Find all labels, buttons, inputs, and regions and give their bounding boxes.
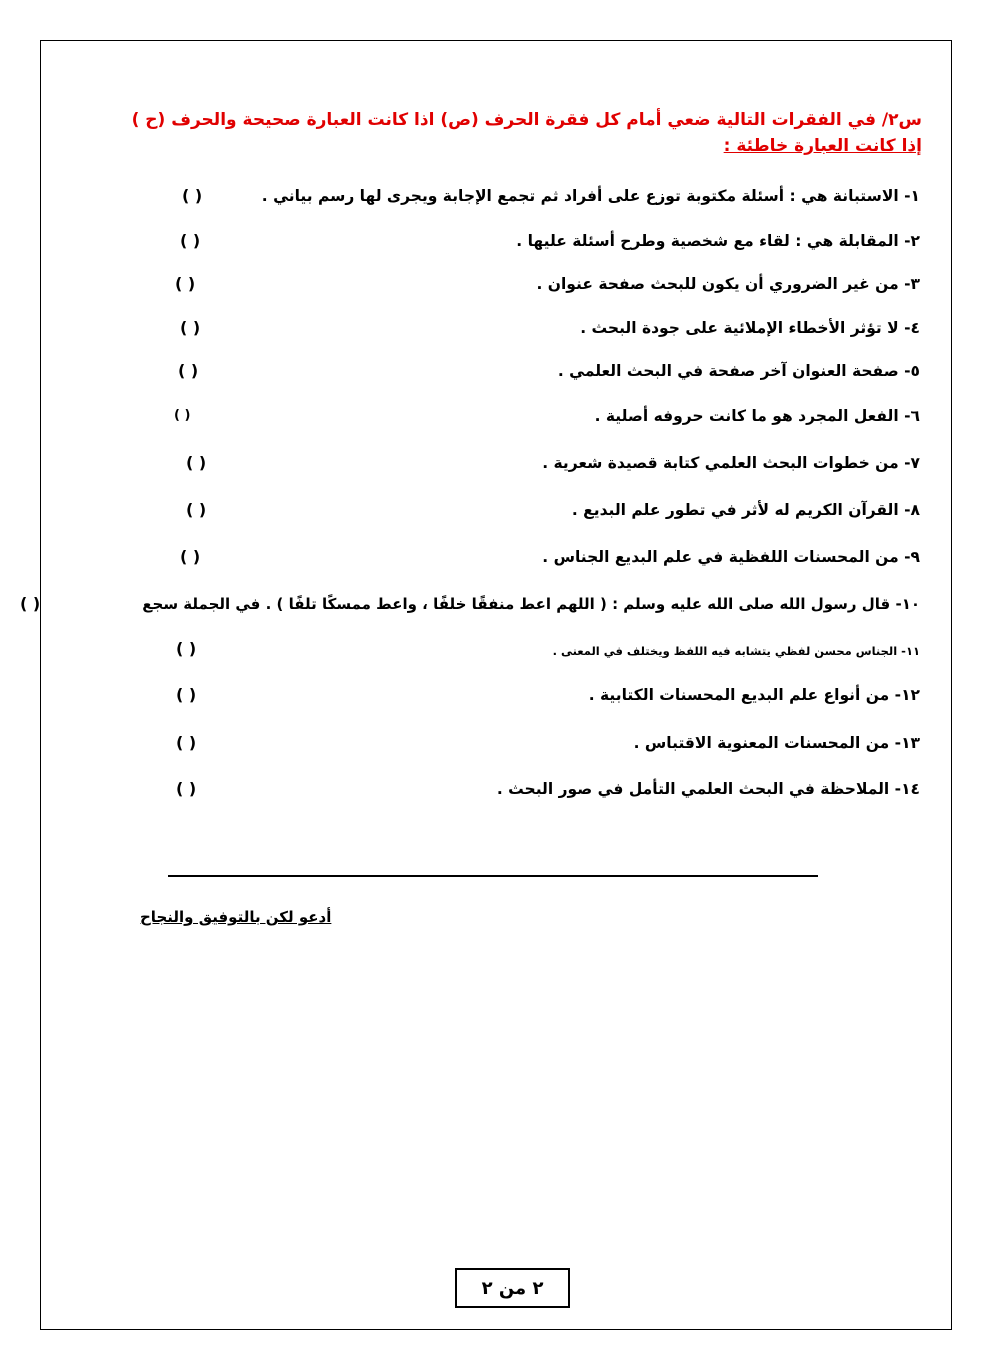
answer-slot-9[interactable]: ( ): [180, 547, 201, 566]
answer-slot-7[interactable]: ( ): [186, 453, 207, 472]
header-line-2: إذا كانت العبارة خاطئة :: [723, 136, 922, 156]
answer-slot-11[interactable]: ( ): [176, 639, 197, 658]
answer-slot-2[interactable]: ( ): [180, 231, 201, 250]
answer-slot-3[interactable]: ( ): [175, 274, 196, 293]
answer-slot-8[interactable]: ( ): [186, 500, 207, 519]
question-header: [82, 107, 922, 159]
question-14: ١٤- الملاحظة في البحث العلمي التأمل في صور البحث .: [496, 780, 920, 798]
question-3: ٣- من غير الضروري أن يكون للبحث صفحة عنوان .: [536, 275, 920, 293]
question-2: ٢- المقابلة هي : لقاء مع شخصية وطرح أسئلة عليها .: [516, 232, 920, 250]
answer-slot-10[interactable]: ( ): [20, 594, 41, 613]
page-number: ٢ من ٢: [481, 1277, 544, 1299]
separator-line: [168, 875, 818, 877]
answer-slot-4[interactable]: ( ): [180, 318, 201, 337]
answer-slot-14[interactable]: ( ): [176, 779, 197, 798]
header-line-1: س٢/ في الفقرات التالية ضعي أمام كل فقرة الحرف (ص) اذا كانت العبارة صحيحة والحرف (ح ): [131, 110, 922, 130]
question-9: ٩- من المحسنات اللفظية في علم البديع الجناس .: [542, 548, 920, 566]
question-8: ٨- القرآن الكريم له لأثر في تطور علم البديع .: [571, 501, 920, 519]
page-number-box: [455, 1268, 570, 1308]
question-12: ١٢- من أنواع علم البديع المحسنات الكتابية .: [588, 686, 920, 704]
question-13: ١٣- من المحسنات المعنوية الاقتباس .: [633, 734, 920, 752]
closing-message: أدعو لكن بالتوفيق والنجاح: [140, 908, 332, 926]
question-6: ٦- الفعل المجرد هو ما كانت حروفه أصلية .: [594, 407, 920, 425]
answer-slot-12[interactable]: ( ): [176, 685, 197, 704]
answer-slot-1[interactable]: ( ): [182, 186, 203, 205]
question-5: ٥- صفحة العنوان آخر صفحة في البحث العلمي .: [557, 362, 920, 380]
question-10: ١٠- قال رسول الله صلى الله عليه وسلم : ( اللهم اعط منفقًا خلفًا ، واعط ممسكًا تلفًا ) . في الجملة سجع: [142, 595, 920, 613]
answer-slot-5[interactable]: ( ): [178, 361, 199, 380]
question-1: ١- الاستبانة هي : أسئلة مكتوبة توزع على أفراد ثم تجمع الإجابة ويجرى لها رسم بياني .: [261, 187, 920, 205]
question-11: ١١- الجناس محسن لفظي يتشابه فيه اللفظ ويختلف في المعنى .: [552, 644, 920, 658]
question-7: ٧- من خطوات البحث العلمي كتابة قصيدة شعرية .: [542, 454, 920, 472]
answer-slot-13[interactable]: ( ): [176, 733, 197, 752]
answer-slot-6[interactable]: ( ): [174, 408, 191, 423]
question-4: ٤- لا تؤثر الأخطاء الإملائية على جودة البحث .: [580, 319, 920, 337]
